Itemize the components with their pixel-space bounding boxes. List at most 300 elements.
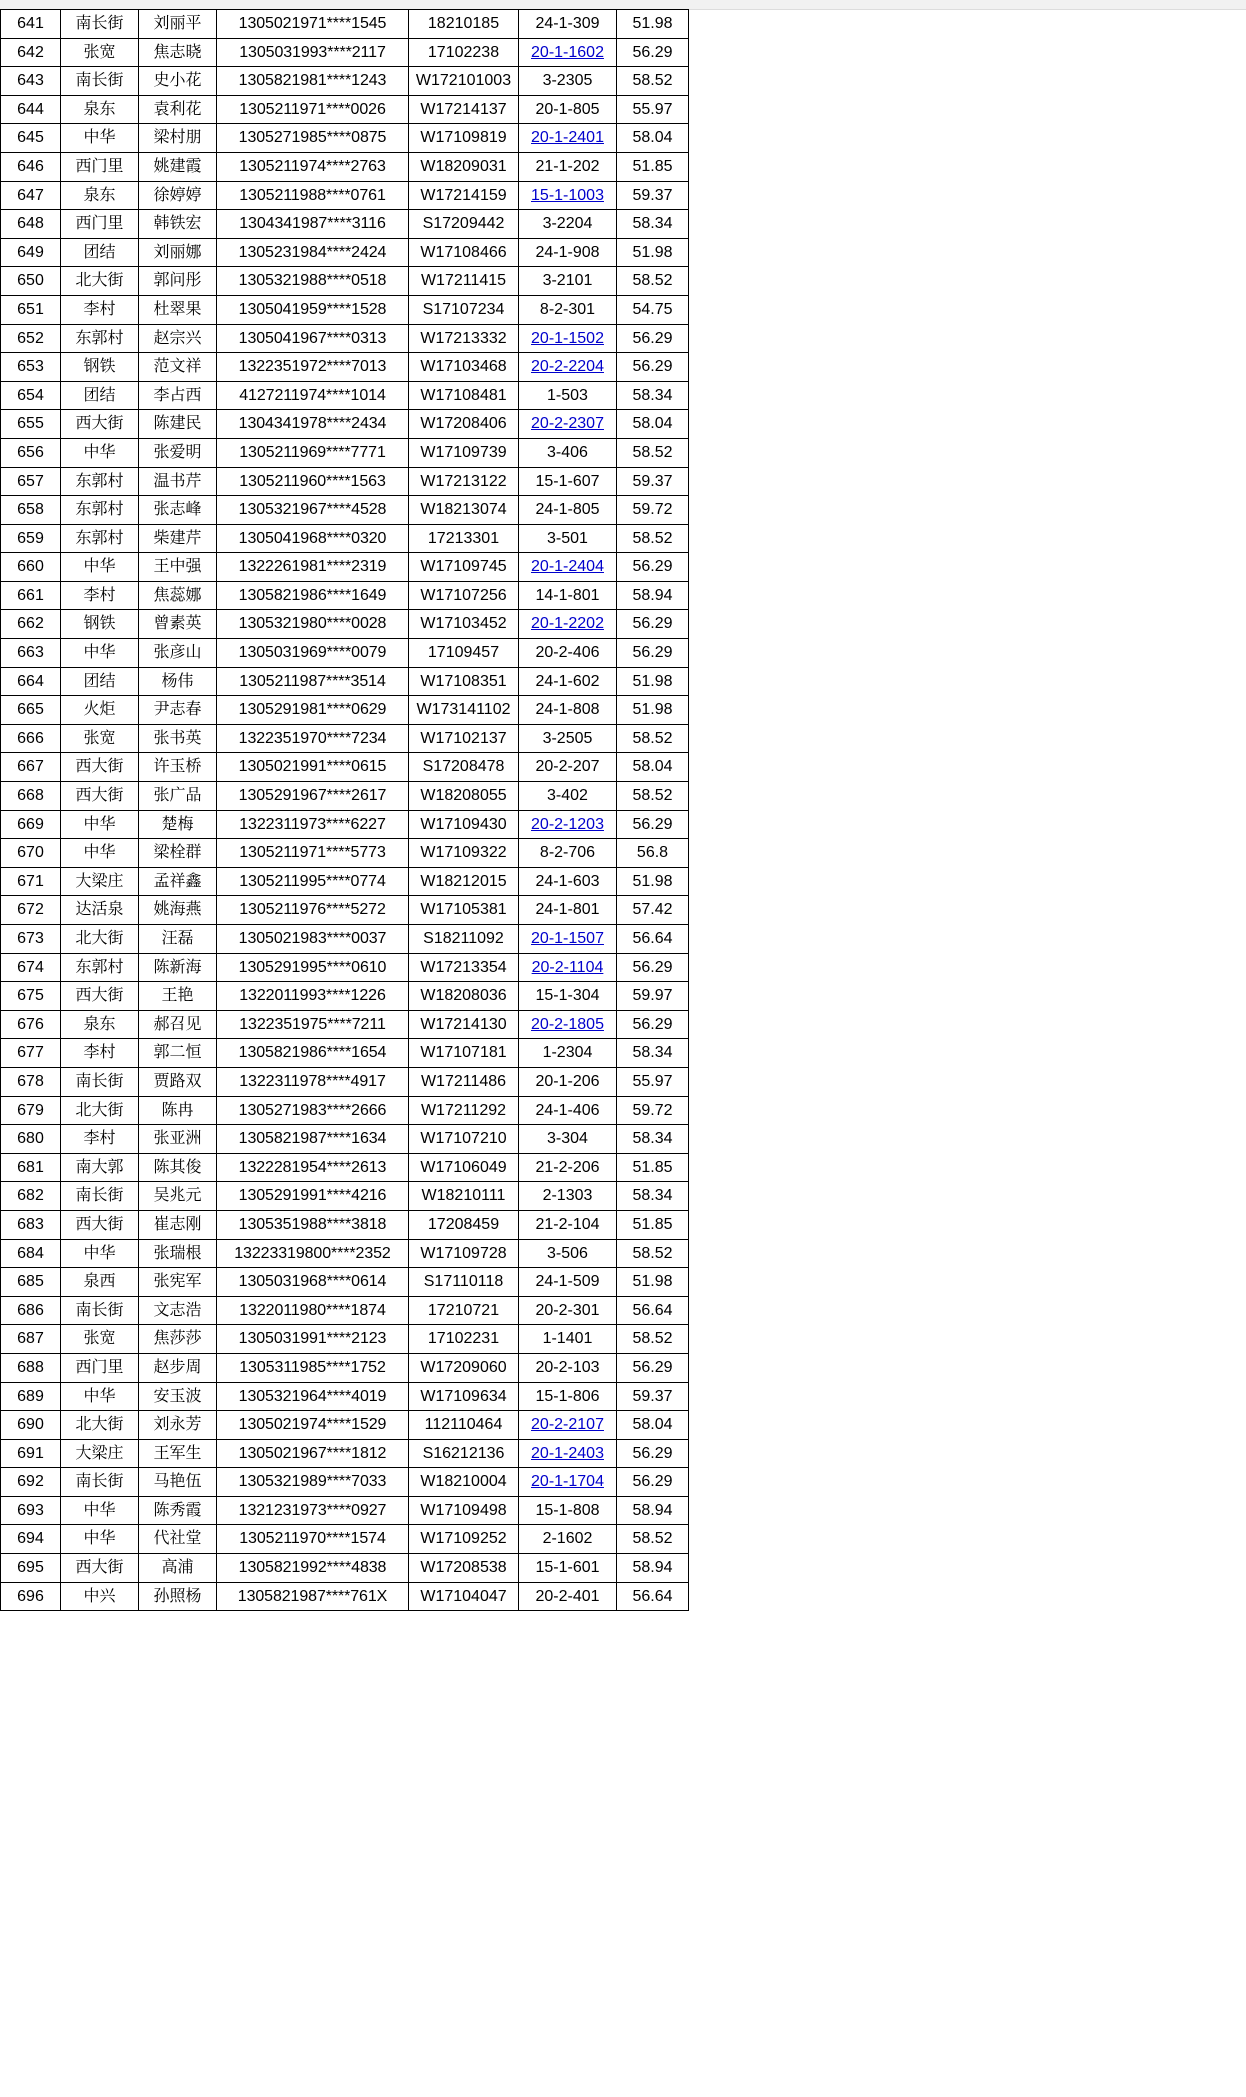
id-number-cell: 1305321980****0028	[217, 610, 409, 639]
room-number-cell: 24-1-808	[519, 696, 617, 725]
id-number-cell: 1305821987****761X	[217, 1582, 409, 1611]
room-number-cell: 21-2-104	[519, 1210, 617, 1239]
person-name-cell: 刘丽平	[139, 10, 217, 39]
room-hyperlink[interactable]: 20-2-2107	[531, 1416, 604, 1434]
person-name-cell: 尹志春	[139, 696, 217, 725]
record-code-cell: W18212015	[409, 867, 519, 896]
record-code-cell: W17109728	[409, 1239, 519, 1268]
community-cell: 中华	[61, 1525, 139, 1554]
person-name-cell: 焦志晓	[139, 38, 217, 67]
community-cell: 中华	[61, 810, 139, 839]
room-number-cell[interactable]	[519, 810, 617, 839]
floor-area-cell: 51.98	[617, 667, 689, 696]
community-cell: 北大街	[61, 1411, 139, 1440]
id-number-cell: 4127211974****1014	[217, 381, 409, 410]
person-name-cell: 陈冉	[139, 1096, 217, 1125]
room-number-cell: 3-406	[519, 438, 617, 467]
community-cell: 中华	[61, 124, 139, 153]
person-name-cell: 袁利花	[139, 95, 217, 124]
record-code-cell: W17213122	[409, 467, 519, 496]
row-index-cell: 671	[1, 867, 61, 896]
person-name-cell: 张爱明	[139, 438, 217, 467]
record-code-cell: S17209442	[409, 210, 519, 239]
table-row	[1, 1125, 689, 1154]
room-number-cell: 15-1-601	[519, 1554, 617, 1583]
record-code-cell: 17208459	[409, 1210, 519, 1239]
room-hyperlink[interactable]: 20-2-1104	[531, 958, 604, 976]
room-hyperlink[interactable]: 20-1-1502	[531, 329, 604, 347]
record-code-cell: W17214159	[409, 181, 519, 210]
room-number-cell[interactable]	[519, 953, 617, 982]
record-code-cell: W17108466	[409, 238, 519, 267]
row-index-cell: 686	[1, 1296, 61, 1325]
person-name-cell: 陈建民	[139, 410, 217, 439]
person-name-cell: 孙照杨	[139, 1582, 217, 1611]
person-name-cell: 杜翠果	[139, 295, 217, 324]
community-cell: 泉东	[61, 1010, 139, 1039]
table-row	[1, 295, 689, 324]
record-code-cell: S17208478	[409, 753, 519, 782]
community-cell: 李村	[61, 295, 139, 324]
id-number-cell: 1322351970****7234	[217, 724, 409, 753]
person-name-cell: 刘永芳	[139, 1411, 217, 1440]
room-number-cell[interactable]	[519, 553, 617, 582]
floor-area-cell: 59.37	[617, 1382, 689, 1411]
room-number-cell: 21-2-206	[519, 1153, 617, 1182]
row-index-cell: 647	[1, 181, 61, 210]
table-row	[1, 324, 689, 353]
id-number-cell: 1305021991****0615	[217, 753, 409, 782]
floor-area-cell: 58.52	[617, 1525, 689, 1554]
community-cell: 达活泉	[61, 896, 139, 925]
room-number-cell: 14-1-801	[519, 581, 617, 610]
floor-area-cell: 59.72	[617, 496, 689, 525]
record-code-cell: 17102238	[409, 38, 519, 67]
table-row	[1, 210, 689, 239]
room-number-cell[interactable]	[519, 181, 617, 210]
room-number-cell[interactable]	[519, 124, 617, 153]
person-name-cell: 张亚洲	[139, 1125, 217, 1154]
floor-area-cell: 55.97	[617, 1067, 689, 1096]
room-number-cell: 3-402	[519, 782, 617, 811]
room-number-cell: 3-2204	[519, 210, 617, 239]
record-code-cell: W17213332	[409, 324, 519, 353]
row-index-cell: 642	[1, 38, 61, 67]
id-number-cell: 1305031968****0614	[217, 1268, 409, 1297]
record-code-cell: 18210185	[409, 10, 519, 39]
table-row	[1, 1067, 689, 1096]
room-hyperlink[interactable]: 20-1-1602	[531, 43, 604, 61]
floor-area-cell: 59.97	[617, 982, 689, 1011]
id-number-cell: 1305271985****0875	[217, 124, 409, 153]
community-cell: 东郭村	[61, 496, 139, 525]
table-row	[1, 581, 689, 610]
row-index-cell: 691	[1, 1439, 61, 1468]
room-number-cell: 1-503	[519, 381, 617, 410]
floor-area-cell: 56.29	[617, 324, 689, 353]
room-number-cell: 24-1-406	[519, 1096, 617, 1125]
person-name-cell: 张志峰	[139, 496, 217, 525]
community-cell: 西大街	[61, 753, 139, 782]
table-row	[1, 667, 689, 696]
floor-area-cell: 59.37	[617, 467, 689, 496]
room-number-cell: 1-1401	[519, 1325, 617, 1354]
floor-area-cell: 51.98	[617, 696, 689, 725]
id-number-cell: 1305211995****0774	[217, 867, 409, 896]
person-name-cell: 徐婷婷	[139, 181, 217, 210]
table-row	[1, 696, 689, 725]
record-code-cell: W17103468	[409, 353, 519, 382]
community-cell: 钢铁	[61, 353, 139, 382]
person-name-cell: 赵步周	[139, 1353, 217, 1382]
community-cell: 团结	[61, 667, 139, 696]
community-cell: 南长街	[61, 67, 139, 96]
table-row	[1, 1268, 689, 1297]
id-number-cell: 1304341978****2434	[217, 410, 409, 439]
person-name-cell: 杨伟	[139, 667, 217, 696]
id-number-cell: 1305291991****4216	[217, 1182, 409, 1211]
room-number-cell: 24-1-603	[519, 867, 617, 896]
floor-area-cell: 56.29	[617, 38, 689, 67]
community-cell: 西门里	[61, 210, 139, 239]
floor-area-cell: 58.04	[617, 1411, 689, 1440]
table-row	[1, 553, 689, 582]
record-code-cell: W173141102	[409, 696, 519, 725]
row-index-cell: 666	[1, 724, 61, 753]
person-name-cell: 焦蕊娜	[139, 581, 217, 610]
row-index-cell: 692	[1, 1468, 61, 1497]
community-cell: 南长街	[61, 1182, 139, 1211]
community-cell: 北大街	[61, 925, 139, 954]
room-number-cell: 21-1-202	[519, 152, 617, 181]
floor-area-cell: 51.98	[617, 10, 689, 39]
record-code-cell: S17107234	[409, 295, 519, 324]
floor-area-cell: 51.98	[617, 238, 689, 267]
floor-area-cell: 54.75	[617, 295, 689, 324]
record-code-cell: 17109457	[409, 639, 519, 668]
id-number-cell: 1321231973****0927	[217, 1496, 409, 1525]
id-number-cell: 1305821986****1649	[217, 581, 409, 610]
id-number-cell: 1322011993****1226	[217, 982, 409, 1011]
community-cell: 南长街	[61, 1067, 139, 1096]
person-name-cell: 郝召见	[139, 1010, 217, 1039]
community-cell: 泉东	[61, 95, 139, 124]
id-number-cell: 1305031969****0079	[217, 639, 409, 668]
row-index-cell: 668	[1, 782, 61, 811]
row-index-cell: 646	[1, 152, 61, 181]
person-name-cell: 梁栓群	[139, 839, 217, 868]
person-name-cell: 张书英	[139, 724, 217, 753]
community-cell: 南长街	[61, 1296, 139, 1325]
room-hyperlink[interactable]: 20-1-1704	[531, 1473, 604, 1491]
room-hyperlink[interactable]: 15-1-1003	[531, 186, 604, 204]
row-index-cell: 654	[1, 381, 61, 410]
record-code-cell: W18208055	[409, 782, 519, 811]
room-number-cell: 15-1-607	[519, 467, 617, 496]
room-hyperlink[interactable]: 20-2-2204	[531, 358, 604, 376]
floor-area-cell: 56.29	[617, 1353, 689, 1382]
row-index-cell: 680	[1, 1125, 61, 1154]
record-code-cell: W17108481	[409, 381, 519, 410]
community-cell: 南长街	[61, 1468, 139, 1497]
person-name-cell: 张瑞根	[139, 1239, 217, 1268]
row-index-cell: 648	[1, 210, 61, 239]
record-code-cell: W17109745	[409, 553, 519, 582]
room-number-cell: 3-304	[519, 1125, 617, 1154]
record-code-cell: 17213301	[409, 524, 519, 553]
id-number-cell: 1305351988****3818	[217, 1210, 409, 1239]
id-number-cell: 13223319800****2352	[217, 1239, 409, 1268]
room-number-cell[interactable]	[519, 1439, 617, 1468]
room-number-cell[interactable]	[519, 353, 617, 382]
table-row	[1, 1468, 689, 1497]
record-code-cell: W17109322	[409, 839, 519, 868]
room-number-cell: 2-1303	[519, 1182, 617, 1211]
community-cell: 东郭村	[61, 953, 139, 982]
table-row	[1, 1096, 689, 1125]
row-index-cell: 694	[1, 1525, 61, 1554]
person-name-cell: 贾路双	[139, 1067, 217, 1096]
community-cell: 火炬	[61, 696, 139, 725]
row-index-cell: 674	[1, 953, 61, 982]
room-number-cell[interactable]	[519, 410, 617, 439]
community-cell: 中华	[61, 1382, 139, 1411]
record-code-cell: W17106049	[409, 1153, 519, 1182]
person-name-cell: 汪磊	[139, 925, 217, 954]
row-index-cell: 695	[1, 1554, 61, 1583]
floor-area-cell: 58.94	[617, 1496, 689, 1525]
floor-area-cell: 58.52	[617, 1239, 689, 1268]
id-number-cell: 1322311973****6227	[217, 810, 409, 839]
id-number-cell: 1305321989****7033	[217, 1468, 409, 1497]
room-number-cell: 24-1-509	[519, 1268, 617, 1297]
table-row	[1, 1039, 689, 1068]
room-hyperlink[interactable]: 20-1-2401	[531, 129, 604, 147]
record-code-cell: W17107256	[409, 581, 519, 610]
table-row	[1, 1353, 689, 1382]
id-number-cell: 1305031993****2117	[217, 38, 409, 67]
community-cell: 泉东	[61, 181, 139, 210]
person-name-cell: 赵宗兴	[139, 324, 217, 353]
room-number-cell: 24-1-908	[519, 238, 617, 267]
room-hyperlink[interactable]: 20-2-1805	[531, 1015, 604, 1033]
community-cell: 西大街	[61, 1210, 139, 1239]
row-index-cell: 649	[1, 238, 61, 267]
floor-area-cell: 58.34	[617, 210, 689, 239]
room-number-cell: 24-1-602	[519, 667, 617, 696]
record-code-cell: W17211486	[409, 1067, 519, 1096]
row-index-cell: 690	[1, 1411, 61, 1440]
table-row	[1, 410, 689, 439]
table-row	[1, 1325, 689, 1354]
record-code-cell: W172101003	[409, 67, 519, 96]
id-number-cell: 1305291981****0629	[217, 696, 409, 725]
floor-area-cell: 56.29	[617, 639, 689, 668]
floor-area-cell: 56.29	[617, 610, 689, 639]
row-index-cell: 652	[1, 324, 61, 353]
table-row	[1, 724, 689, 753]
table-body	[1, 10, 689, 1611]
floor-area-cell: 51.98	[617, 867, 689, 896]
community-cell: 泉西	[61, 1268, 139, 1297]
table-row	[1, 810, 689, 839]
id-number-cell: 1305211970****1574	[217, 1525, 409, 1554]
room-hyperlink[interactable]: 20-1-2404	[531, 558, 604, 576]
room-number-cell[interactable]	[519, 1411, 617, 1440]
id-number-cell: 1305021983****0037	[217, 925, 409, 954]
record-code-cell: W17108351	[409, 667, 519, 696]
floor-area-cell: 59.37	[617, 181, 689, 210]
person-name-cell: 王艳	[139, 982, 217, 1011]
community-cell: 西门里	[61, 1353, 139, 1382]
id-number-cell: 1305231984****2424	[217, 238, 409, 267]
table-row	[1, 38, 689, 67]
room-number-cell: 3-506	[519, 1239, 617, 1268]
room-hyperlink[interactable]: 20-2-2307	[531, 415, 604, 433]
room-number-cell: 20-2-207	[519, 753, 617, 782]
table-row	[1, 982, 689, 1011]
table-row	[1, 925, 689, 954]
table-row	[1, 353, 689, 382]
person-name-cell: 范文祥	[139, 353, 217, 382]
community-cell: 东郭村	[61, 324, 139, 353]
floor-area-cell: 58.52	[617, 67, 689, 96]
room-number-cell[interactable]	[519, 925, 617, 954]
table-row	[1, 181, 689, 210]
table-row	[1, 1582, 689, 1611]
floor-area-cell: 55.97	[617, 95, 689, 124]
record-code-cell: 112110464	[409, 1411, 519, 1440]
community-cell: 张宽	[61, 1325, 139, 1354]
id-number-cell: 1305321964****4019	[217, 1382, 409, 1411]
floor-area-cell: 56.29	[617, 1010, 689, 1039]
record-code-cell: W18213074	[409, 496, 519, 525]
row-index-cell: 696	[1, 1582, 61, 1611]
record-code-cell: W18208036	[409, 982, 519, 1011]
floor-area-cell: 58.04	[617, 124, 689, 153]
room-number-cell[interactable]	[519, 1010, 617, 1039]
record-code-cell: W18210004	[409, 1468, 519, 1497]
table-row	[1, 124, 689, 153]
table-row	[1, 381, 689, 410]
row-index-cell: 669	[1, 810, 61, 839]
room-hyperlink[interactable]: 20-1-2202	[531, 615, 604, 633]
floor-area-cell: 51.85	[617, 1153, 689, 1182]
id-number-cell: 1305211971****0026	[217, 95, 409, 124]
record-code-cell: 17102231	[409, 1325, 519, 1354]
room-number-cell: 8-2-301	[519, 295, 617, 324]
id-number-cell: 1322281954****2613	[217, 1153, 409, 1182]
record-code-cell: W17213354	[409, 953, 519, 982]
floor-area-cell: 51.98	[617, 1268, 689, 1297]
floor-area-cell: 58.52	[617, 524, 689, 553]
id-number-cell: 1305021974****1529	[217, 1411, 409, 1440]
record-code-cell: W17109739	[409, 438, 519, 467]
person-name-cell: 梁村朋	[139, 124, 217, 153]
room-number-cell: 20-2-406	[519, 639, 617, 668]
room-number-cell: 20-1-805	[519, 95, 617, 124]
table-row	[1, 639, 689, 668]
floor-area-cell: 56.8	[617, 839, 689, 868]
row-index-cell: 645	[1, 124, 61, 153]
person-name-cell: 陈其俊	[139, 1153, 217, 1182]
room-hyperlink[interactable]: 20-2-1203	[531, 815, 604, 833]
community-cell: 西门里	[61, 152, 139, 181]
floor-area-cell: 57.42	[617, 896, 689, 925]
floor-area-cell: 58.04	[617, 410, 689, 439]
floor-area-cell: 56.29	[617, 1468, 689, 1497]
person-name-cell: 王军生	[139, 1439, 217, 1468]
id-number-cell: 1305211987****3514	[217, 667, 409, 696]
floor-area-cell: 56.64	[617, 1296, 689, 1325]
room-number-cell[interactable]	[519, 38, 617, 67]
table-row	[1, 1010, 689, 1039]
id-number-cell: 1305041959****1528	[217, 295, 409, 324]
record-code-cell: W17109819	[409, 124, 519, 153]
record-code-cell: W17109498	[409, 1496, 519, 1525]
table-row	[1, 1382, 689, 1411]
table-row	[1, 1296, 689, 1325]
room-number-cell[interactable]	[519, 324, 617, 353]
record-code-cell: W17109634	[409, 1382, 519, 1411]
person-name-cell: 许玉桥	[139, 753, 217, 782]
floor-area-cell: 58.04	[617, 753, 689, 782]
room-number-cell: 3-2101	[519, 267, 617, 296]
room-number-cell[interactable]	[519, 610, 617, 639]
room-number-cell[interactable]	[519, 1468, 617, 1497]
row-index-cell: 664	[1, 667, 61, 696]
floor-area-cell: 58.52	[617, 1325, 689, 1354]
row-index-cell: 679	[1, 1096, 61, 1125]
table-row	[1, 953, 689, 982]
id-number-cell: 1322351972****7013	[217, 353, 409, 382]
id-number-cell: 1305021967****1812	[217, 1439, 409, 1468]
id-number-cell: 1304341987****3116	[217, 210, 409, 239]
id-number-cell: 1322311978****4917	[217, 1067, 409, 1096]
record-code-cell: W17107181	[409, 1039, 519, 1068]
table-row	[1, 1525, 689, 1554]
table-row	[1, 238, 689, 267]
record-code-cell: S17110118	[409, 1268, 519, 1297]
community-cell: 李村	[61, 1039, 139, 1068]
floor-area-cell: 51.85	[617, 152, 689, 181]
row-index-cell: 678	[1, 1067, 61, 1096]
table-row	[1, 1239, 689, 1268]
person-name-cell: 温书芹	[139, 467, 217, 496]
community-cell: 李村	[61, 581, 139, 610]
floor-area-cell: 56.64	[617, 925, 689, 954]
row-index-cell: 670	[1, 839, 61, 868]
table-row	[1, 67, 689, 96]
room-number-cell: 8-2-706	[519, 839, 617, 868]
room-hyperlink[interactable]: 20-1-1507	[531, 930, 604, 947]
record-code-cell: W18210111	[409, 1182, 519, 1211]
row-index-cell: 662	[1, 610, 61, 639]
person-name-cell: 楚梅	[139, 810, 217, 839]
community-cell: 东郭村	[61, 467, 139, 496]
room-number-cell: 20-2-103	[519, 1353, 617, 1382]
row-index-cell: 641	[1, 10, 61, 39]
person-name-cell: 代社堂	[139, 1525, 217, 1554]
row-index-cell: 665	[1, 696, 61, 725]
community-cell: 南长街	[61, 10, 139, 39]
room-number-cell: 3-501	[519, 524, 617, 553]
room-hyperlink[interactable]: 20-1-2403	[531, 1444, 604, 1462]
room-number-cell: 15-1-304	[519, 982, 617, 1011]
id-number-cell: 1305821987****1634	[217, 1125, 409, 1154]
id-number-cell: 1305211969****7771	[217, 438, 409, 467]
id-number-cell: 1305211976****5272	[217, 896, 409, 925]
